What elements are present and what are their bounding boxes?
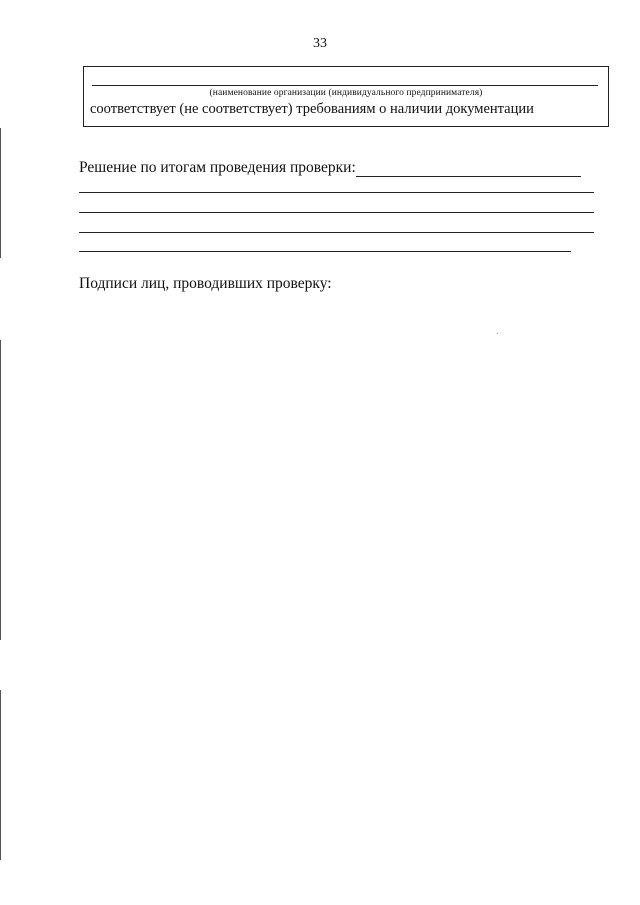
scan-edge-mark xyxy=(0,128,1,258)
scan-edge-mark xyxy=(0,340,1,640)
decision-fill-line xyxy=(79,212,594,213)
decision-fill-line xyxy=(356,176,581,177)
scan-speck xyxy=(497,333,498,334)
page-number: 33 xyxy=(313,36,327,51)
organization-name-line xyxy=(92,85,598,86)
organization-name-caption: (наименование организации (индивидуального предпринимателя) xyxy=(209,88,483,98)
scan-edge-mark xyxy=(0,690,1,860)
decision-fill-line xyxy=(79,232,594,233)
decision-fill-line xyxy=(79,192,594,193)
signatures-label: Подписи лиц, проводивших проверку: xyxy=(79,275,332,292)
organization-status-text: соответствует (не соответствует) требованиям о наличии документации xyxy=(90,101,534,117)
decision-fill-line xyxy=(79,251,571,252)
organization-box xyxy=(83,66,609,127)
decision-label: Решение по итогам проведения проверки: xyxy=(79,159,356,176)
